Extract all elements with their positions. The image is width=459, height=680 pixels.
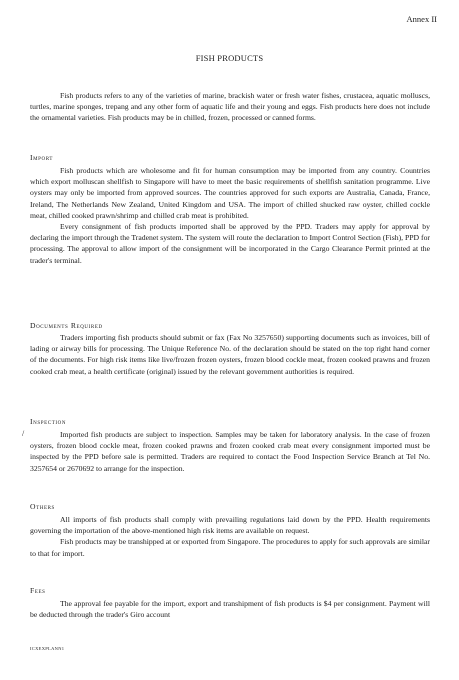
others-paragraph-1: All imports of fish products shall comply with prevailing regulations laid down by the PPD. Health requirements governing the importation of the above-mentioned high risk items are available on request. (30, 515, 430, 536)
import-paragraph-2: Every consignment of fish products imported shall be approved by the PPD. Traders may apply for approval by declaring the import through the Tradenet system. The system will route the declaration to Import Control Section (Fish), PPD for processing. The approval to allow import of the consignment will be incorporated in the Cargo Clearance Permit printed at the trader's terminal. (30, 222, 430, 265)
others-section (30, 514, 430, 559)
documents-paragraph: Traders importing fish products should submit or fax (Fax No 3257650) supporting documents such as invoices, bill of lading or airway bills for processing. The Unique Reference No. of the declaration should be stated on the top right hand corner of the documents. For high risk items like live/frozen frozen oysters, frozen blood cockle meat, frozen cooked prawns and frozen cooked crab meat, a health certificate (original) issued by the relevant government authorities is required. (30, 333, 430, 376)
fees-paragraph: The approval fee payable for the import, export and transhipment of fish products is $4 per consignment. Payment will be deducted through the trader's Giro account (30, 599, 430, 620)
inspection-section (30, 429, 430, 474)
footer-code: ICXEXPLANN1 (30, 646, 65, 651)
others-paragraph-2: Fish products may be transhipped at or exported from Singapore. The procedures to apply for such approvals are similar to that for import. (30, 537, 430, 558)
page-title: FISH PRODUCTS (195, 53, 264, 63)
margin-mark: / (22, 429, 25, 438)
documents-section (30, 332, 430, 377)
inspection-heading: Inspection (30, 417, 67, 426)
others-heading: Others (30, 502, 55, 511)
intro-paragraph: Fish products refers to any of the varieties of marine, brackish water or fresh water fishes, crustacea, aquatic molluscs, turtles, marine sponges, trepang and any other form of aquatic life and their young and eggs. Fish products here does not include the ornamental varieties. Fish products may be in chilled, frozen, processed or canned forms. (30, 91, 430, 123)
import-section (30, 165, 430, 266)
fees-heading: Fees (30, 586, 46, 595)
intro-section (30, 90, 430, 124)
inspection-paragraph: Imported fish products are subject to inspection. Samples may be taken for laboratory analysis. In the case of frozen oysters, frozen blood cockle meat, frozen cooked prawns and frozen cooked crab meat every consignment imported must be inspected by the PPD before sale is permitted. Traders are required to contact the Food Inspection Service Branch at Tel No. 3257654 or 2670692 to arrange for the inspection. (30, 430, 430, 473)
annex-label: Annex II (406, 14, 437, 24)
import-paragraph-1: Fish products which are wholesome and fit for human consumption may be imported from any country. Countries which export molluscan shellfish to Singapore will have to meet the basic requirements of shellfish sanitation programme. Live oysters may only be imported from approved sources. The countries approved for such exports are Australia, Canada, France, Ireland, The Netherlands New Zealand, United Kingdom and USA. The import of chilled shucked raw oyster, chilled cockle meat, chilled cooked prawn/shrimp and chilled crab meat is prohibited. (30, 166, 430, 220)
fees-section (30, 598, 430, 620)
documents-heading: Documents Required (30, 321, 103, 330)
import-heading: Import (30, 153, 54, 162)
